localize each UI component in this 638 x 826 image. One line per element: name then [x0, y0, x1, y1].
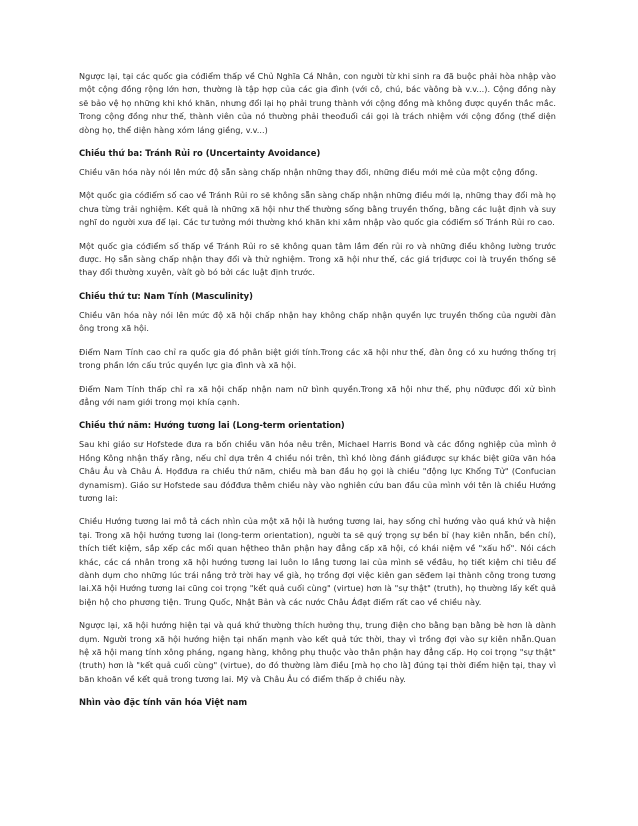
- paragraph-long-term-description: Chiều Hướng tương lai mô tả cách nhìn của một xã hội là hướng tương lai, hay sống chỉ hướng vào quá khứ và hiện tại. Trong xã hội hướng tương lai (long-term orientation), người ta sẽ quý trọng sự bền bỉ (hay kiên nhẫn, bền chí), thích tiết kiệm, sắp xếp các mối quan hệtheo thân phận hay đẳng cấp xã hội, có khái niệm về "xấu hổ". Nói cách khác, các cá nhân trong xã hội hướng tương lai luôn lo lắng tương lai của mình sẽ vềđâu, họ tiết kiệm chi tiêu để dành dụm cho những lúc trái nắng trở trời hay về già, họ trồng đợi việc kiên gan sẽđem lại thành công trong tương lai.Xã hội Hướng tương lai cũng coi trọng "kết quả cuối cùng" (virtue) hơn là "sự thật" (truth), họ thường lấy kết quả biện hộ cho phương tiện. Trung Quốc, Nhật Bản và các nước Châu Áđạt điểm rất cao về chiều này.: [79, 516, 556, 607]
- paragraph-masculinity-low: Điểm Nam Tính thấp chỉ ra xã hội chấp nhận nam nữ bình quyền.Trong xã hội như thế, phụ nữđược đối xử bình đẳng với nam giới trong mọi khía cạnh.: [79, 383, 556, 407]
- heading-vietnam-culture: Nhìn vào đặc tính văn hóa Việt nam: [79, 697, 248, 708]
- paragraph-uncertainty-definition: Chiều văn hóa này nói lên mức độ sẵn sàng chấp nhận những thay đổi, những điều mới mẻ của một cộng đồng.: [79, 167, 538, 178]
- paragraph-short-term-description: Ngược lại, xã hội hướng hiện tại và quá khứ thường thích hưởng thụ, trung điện cho bằng bạn bằng bè hơn là dành dụm. Người trong xã hội hướng hiện tại nhấn mạnh vào kết quả tức thời, thay vì trồng đợi vào sự kiên nhẫn.Quan hệ xã hội mang tính xông pháng, ngang hàng, không phụ thuộc vào thân phận hay đẳng cấp. Họ coi trọng "sự thật" (truth) hơn là "kết quả cuối cùng" (virtue), do đó thường làm điều [mà họ cho là] đúng tại thời điểm hiện tại, thay vì băn khoăn về kết quả trong tương lai. Mỹ và Châu Âu có điểm thấp ở chiều này.: [79, 620, 556, 684]
- heading-uncertainty-avoidance: Chiều thứ ba: Tránh Rủi ro (Uncertainty Avoidance): [79, 148, 321, 159]
- paragraph-uncertainty-low: Một quốc gia cóđiểm số thấp về Tránh Rủi ro sẽ không quan tâm lắm đến rủi ro và những điều không lường trước được. Họ sẵn sàng chấp nhận thay đổi và thử nghiệm. Trong xã hội như thế, các giá trịđược coi là truyền thống sẽ thay đổi thường xuyên, vàít gò bó bởi các luật định trước.: [79, 240, 556, 278]
- paragraph-individualism-low: Ngược lại, tại các quốc gia cóđiểm thấp về Chủ Nghĩa Cá Nhân, con người từ khi sinh ra đã buộc phải hòa nhập vào một cộng đồng rộng lớn hơn, thường là tập hợp của các gia đình (với cô, chú, bác vàông bà v.v...). Cộng đồng này sẽ bảo vệ họ những khi khó khăn, nhưng đổi lại họ phải trung thành với cộng đồng mà không được quyền thắc mắc. Trong cộng đồng như thế, thành viên của nó thường phải theođuổi cái gọi là trách nhiệm với cộng đồng (thể diện dòng họ, thể diện hàng xóm láng giềng, v.v...): [79, 71, 556, 135]
- paragraph-masculinity-high: Điểm Nam Tính cao chỉ ra quốc gia đó phân biệt giới tính.Trong các xã hội như thế, đàn ông có xu hướng thống trị trong phần lớn cấu trúc quyền lực gia đình và xã hội.: [79, 346, 556, 371]
- paragraph-masculinity-definition: Chiều văn hóa này nói lên mức độ xã hội chấp nhận hay không chấp nhận quyền lực truyền thống của người đàn ông trong xã hội.: [79, 309, 556, 334]
- heading-long-term-orientation: Chiều thứ năm: Hướng tương lai (Long-term orientation): [79, 420, 345, 431]
- heading-masculinity: Chiều thứ tư: Nam Tính (Masculinity): [79, 290, 253, 301]
- paragraph-long-term-origin: Sau khi giáo sư Hofstede đưa ra bốn chiều văn hóa nêu trên, Michael Harris Bond và các đồng nghiệp của mình ở Hồng Kông nhận thấy rằng, nếu chỉ dựa trên 4 chiều nói trên, thì khó lòng đánh giáđược sự khác biệt giữa văn hóa Châu Âu và Châu Á. Họđđưa ra chiều thứ năm, chiều mà ban đầu họ gọi là chiều "động lực Khổng Tử" (Confucian dynamism). Giáo sư Hofstede sau đóđđưa thêm chiều này vào nghiên cứu ban đầu của mình với tên là chiều Hướng tương lai:: [79, 439, 556, 503]
- paragraph-uncertainty-high: Một quốc gia cóđiểm số cao về Tránh Rủi ro sẽ không sẵn sàng chấp nhận những điều mới lạ, những thay đổi mà họ chưa từng trải nghiệm. Kết quả là những xã hội như thế thường sống bằng truyền thống, bằng các luật định và suy nghĩ do người xưa để lại. Các tư tưởng mới thường khó khăn khi xâm nhập vào quốc gia cóđiểm số Tránh Rủi ro cao.: [79, 190, 556, 228]
